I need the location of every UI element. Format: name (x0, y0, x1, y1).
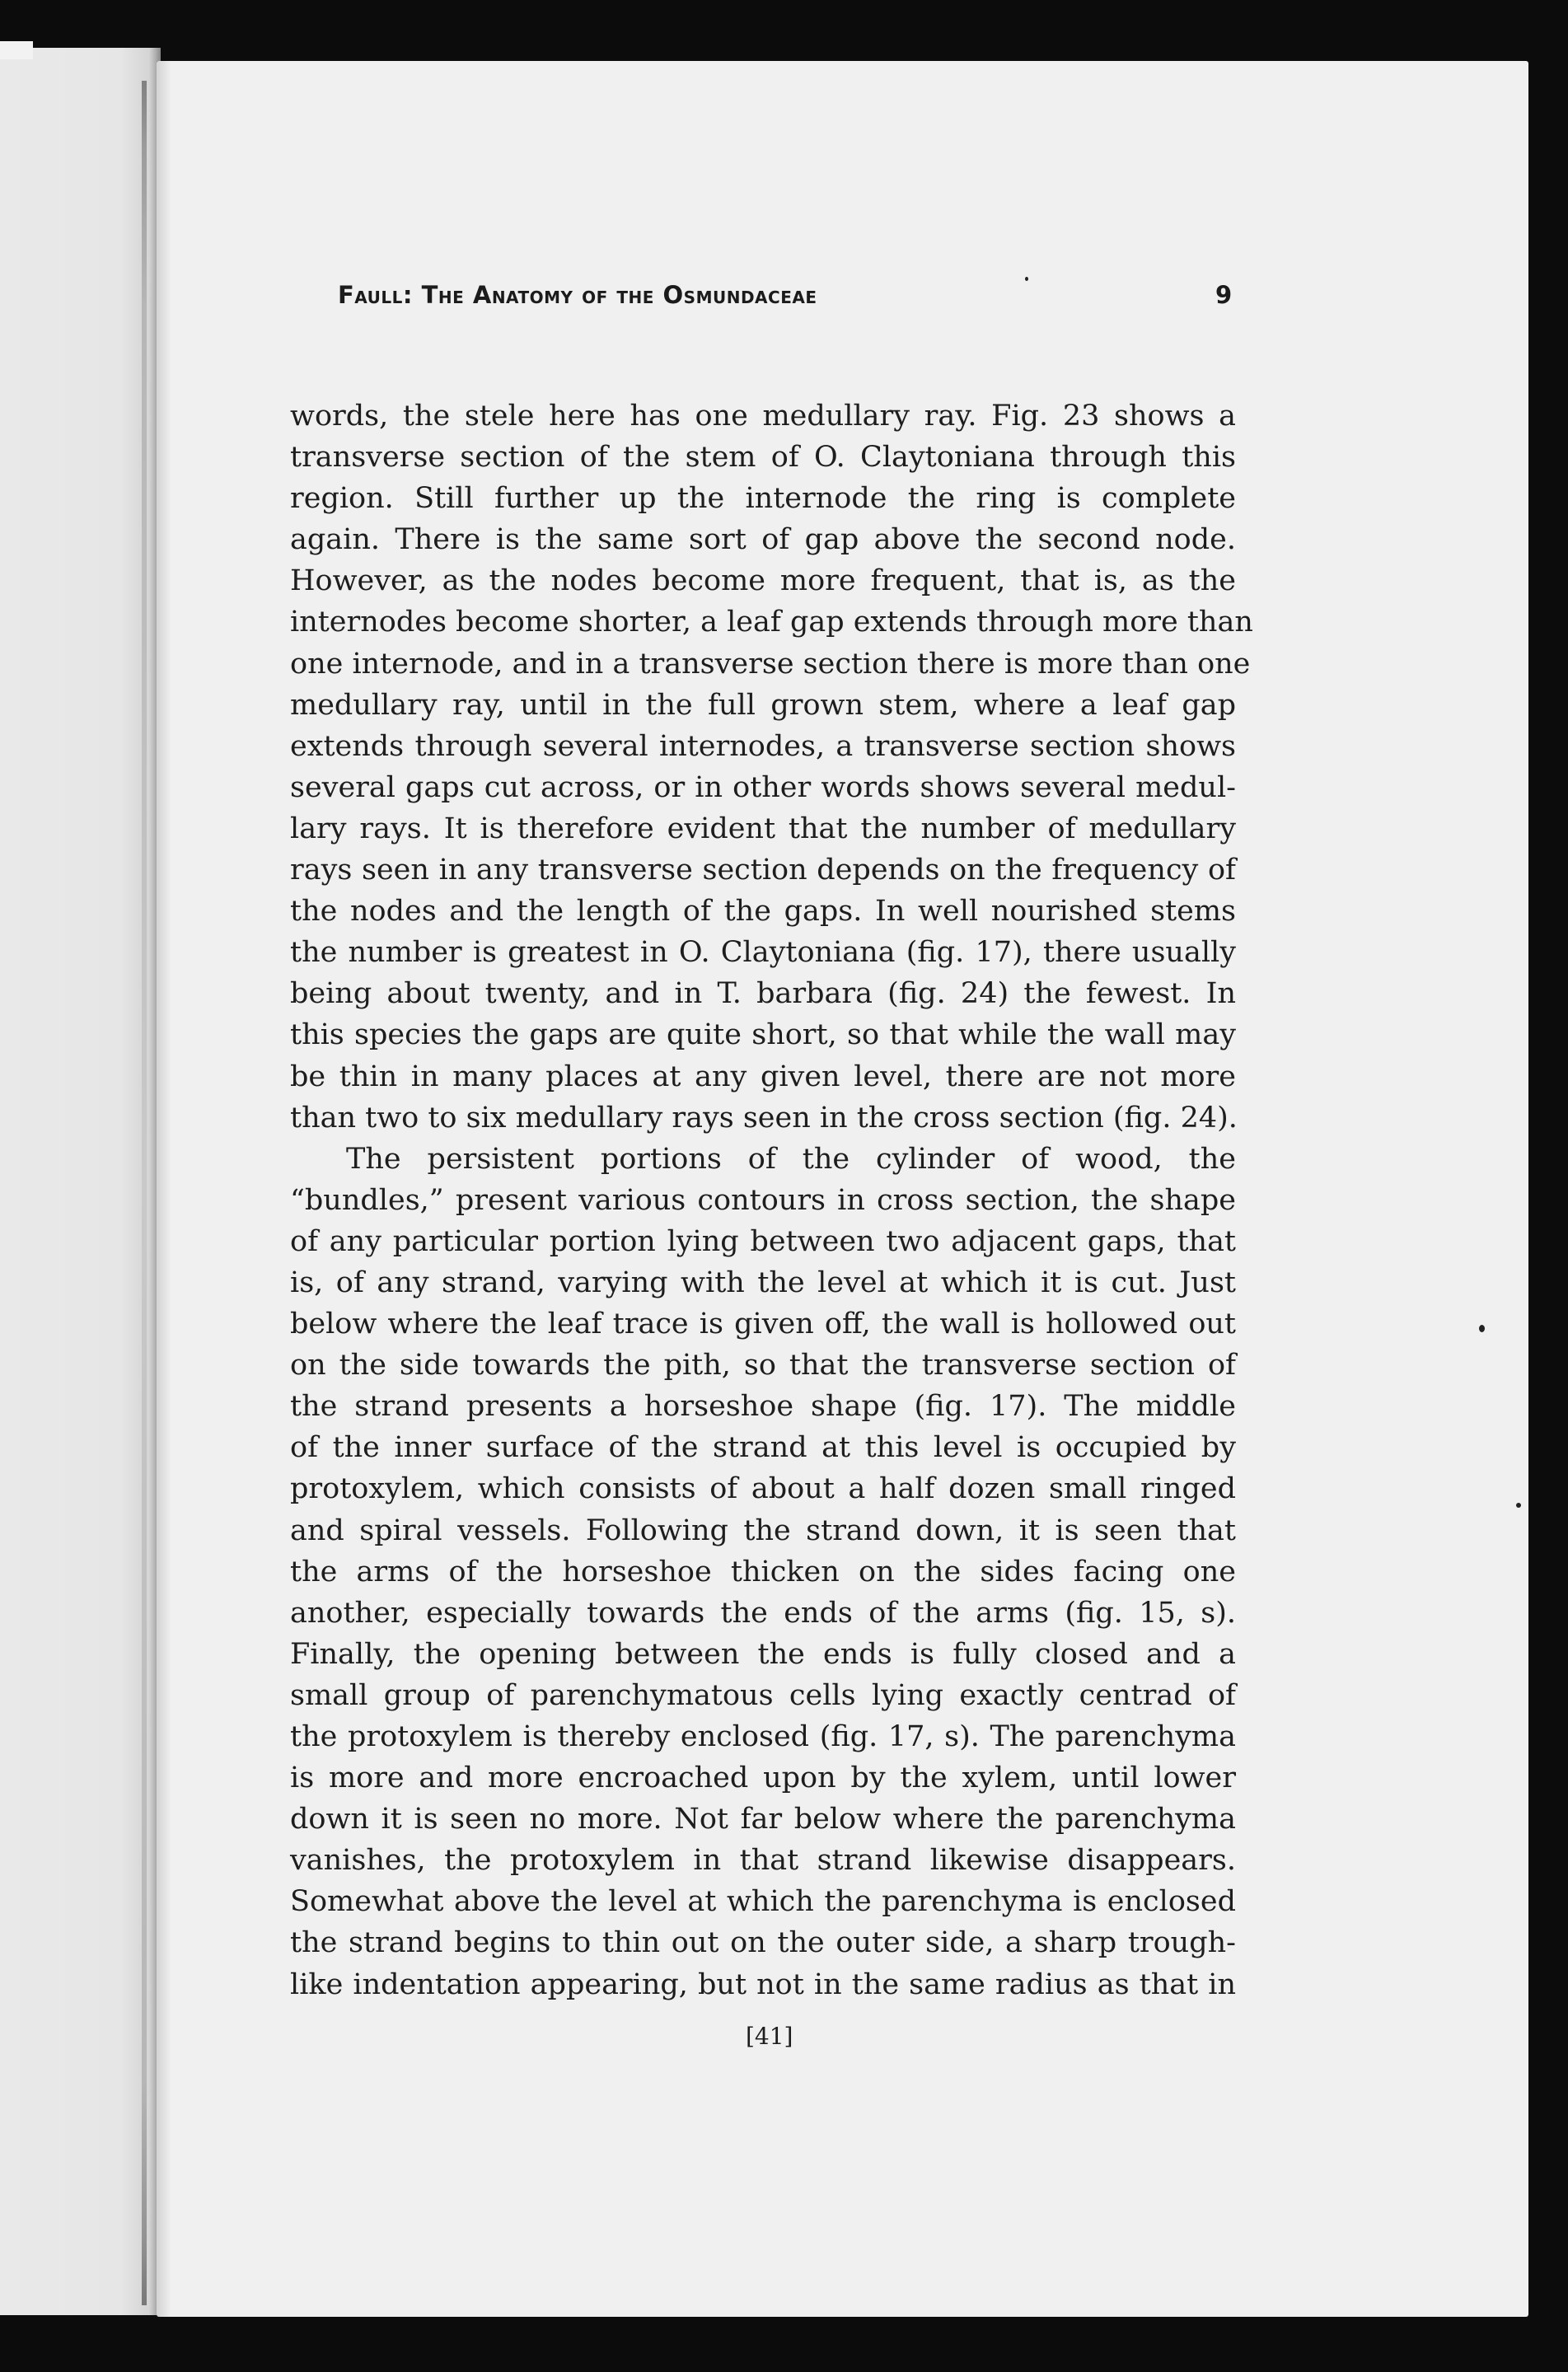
text-line: Finally, the opening between the ends is fully closed and a (290, 1637, 1236, 1671)
page-number: 9 (1215, 281, 1233, 309)
text-line: lary rays. It is therefore evident that the number of medullary (290, 812, 1236, 845)
text-line: another, especially towards the ends of the arms (fig. 15, s). (290, 1596, 1236, 1630)
text-line: transverse section of the stem of O. Claytoniana through this (290, 441, 1236, 475)
body-text (290, 395, 1253, 2005)
text-line: one internode, and in a transverse section there is more than one (290, 647, 1251, 681)
text-line: extends through several internodes, a transverse section shows (290, 729, 1236, 763)
text-line: internodes become shorter, a leaf gap extends through more than (290, 606, 1253, 639)
text-line: be thin in many places at any given level, there are not more (290, 1060, 1236, 1093)
text-line: the strand begins to thin out on the outer side, a sharp trough- (290, 1926, 1236, 1960)
text-line: the nodes and the length of the gaps. In well nourished stems (290, 895, 1236, 929)
text-line: vanishes, the protoxylem in that strand likewise disappears. (290, 1844, 1236, 1878)
text-line: “bundles,” present various contours in cross section, the shape (290, 1183, 1236, 1217)
text-line: However, as the nodes become more frequent, that is, as the (290, 564, 1236, 598)
text-line: being about twenty, and in T. barbara (fig. 24) the fewest. In (290, 977, 1236, 1011)
text-line: protoxylem, which consists of about a half dozen small ringed (290, 1472, 1236, 1506)
text-line: of any particular portion lying between two adjacent gaps, that (290, 1224, 1236, 1258)
text-line: rays seen in any transverse section depends on the frequency of (290, 854, 1236, 887)
text-line: the arms of the horseshoe thicken on the sides facing one (290, 1555, 1236, 1588)
running-head-title: Faull: The Anatomy of the Osmundaceae (338, 281, 817, 309)
text-line: region. Still further up the internode the ring is complete (290, 482, 1236, 516)
text-line: again. There is the same sort of gap above the second node. (290, 523, 1236, 557)
ink-fleck (1516, 1503, 1521, 1508)
text-line: this species the gaps are quite short, so that while the wall may (290, 1018, 1236, 1052)
paragraph (290, 395, 1253, 1139)
text-line: the strand presents a horseshoe shape (fig. 17). The middle (290, 1390, 1236, 1424)
page-corner-tab (0, 41, 33, 59)
text-line: Somewhat above the level at which the parenchyma is enclosed (290, 1885, 1236, 1919)
ink-fleck (1025, 277, 1028, 281)
text-line: The persistent portions of the cylinder of wood, the (346, 1142, 1236, 1176)
scan-background-bottom (0, 2317, 1568, 2372)
text-line: down it is seen no more. Not far below where the parenchyma (290, 1803, 1236, 1836)
text-line: and spiral vessels. Following the strand down, it is seen that (290, 1513, 1236, 1547)
signature-mark: [41] (746, 2023, 793, 2050)
paragraph (290, 1139, 1236, 2005)
text-line: like indentation appearing, but not in the same radius as that in (290, 1967, 1236, 2001)
text-line: small group of parenchymatous cells lying exactly centrad of (290, 1678, 1236, 1712)
text-line: the protoxylem is thereby enclosed (fig. 17, s). The parenchyma (290, 1720, 1236, 1753)
text-line: words, the stele here has one medullary ray. Fig. 23 shows a (290, 400, 1236, 433)
text-line: medullary ray, until in the full grown stem, where a leaf gap (290, 688, 1236, 722)
ink-fleck (1479, 1325, 1485, 1332)
text-line: on the side towards the pith, so that the transverse section of (290, 1349, 1236, 1382)
text-line: several gaps cut across, or in other words shows several medul- (290, 770, 1236, 804)
text-line: of the inner surface of the strand at this level is occupied by (290, 1431, 1236, 1465)
text-line: is, of any strand, varying with the level at which it is cut. Just (290, 1266, 1236, 1299)
left-facing-page-strip (0, 48, 161, 2315)
text-line: is more and more encroached upon by the xylem, until lower (290, 1761, 1236, 1795)
binding-shadow (142, 81, 147, 2305)
text-line: the number is greatest in O. Claytoniana (fig. 17), there usually (290, 936, 1236, 970)
text-line: below where the leaf trace is given off, the wall is hollowed out (290, 1308, 1236, 1341)
text-line: than two to six medullary rays seen in the cross section (fig. 24). (290, 1101, 1238, 1135)
gutter-shade (157, 61, 171, 2317)
